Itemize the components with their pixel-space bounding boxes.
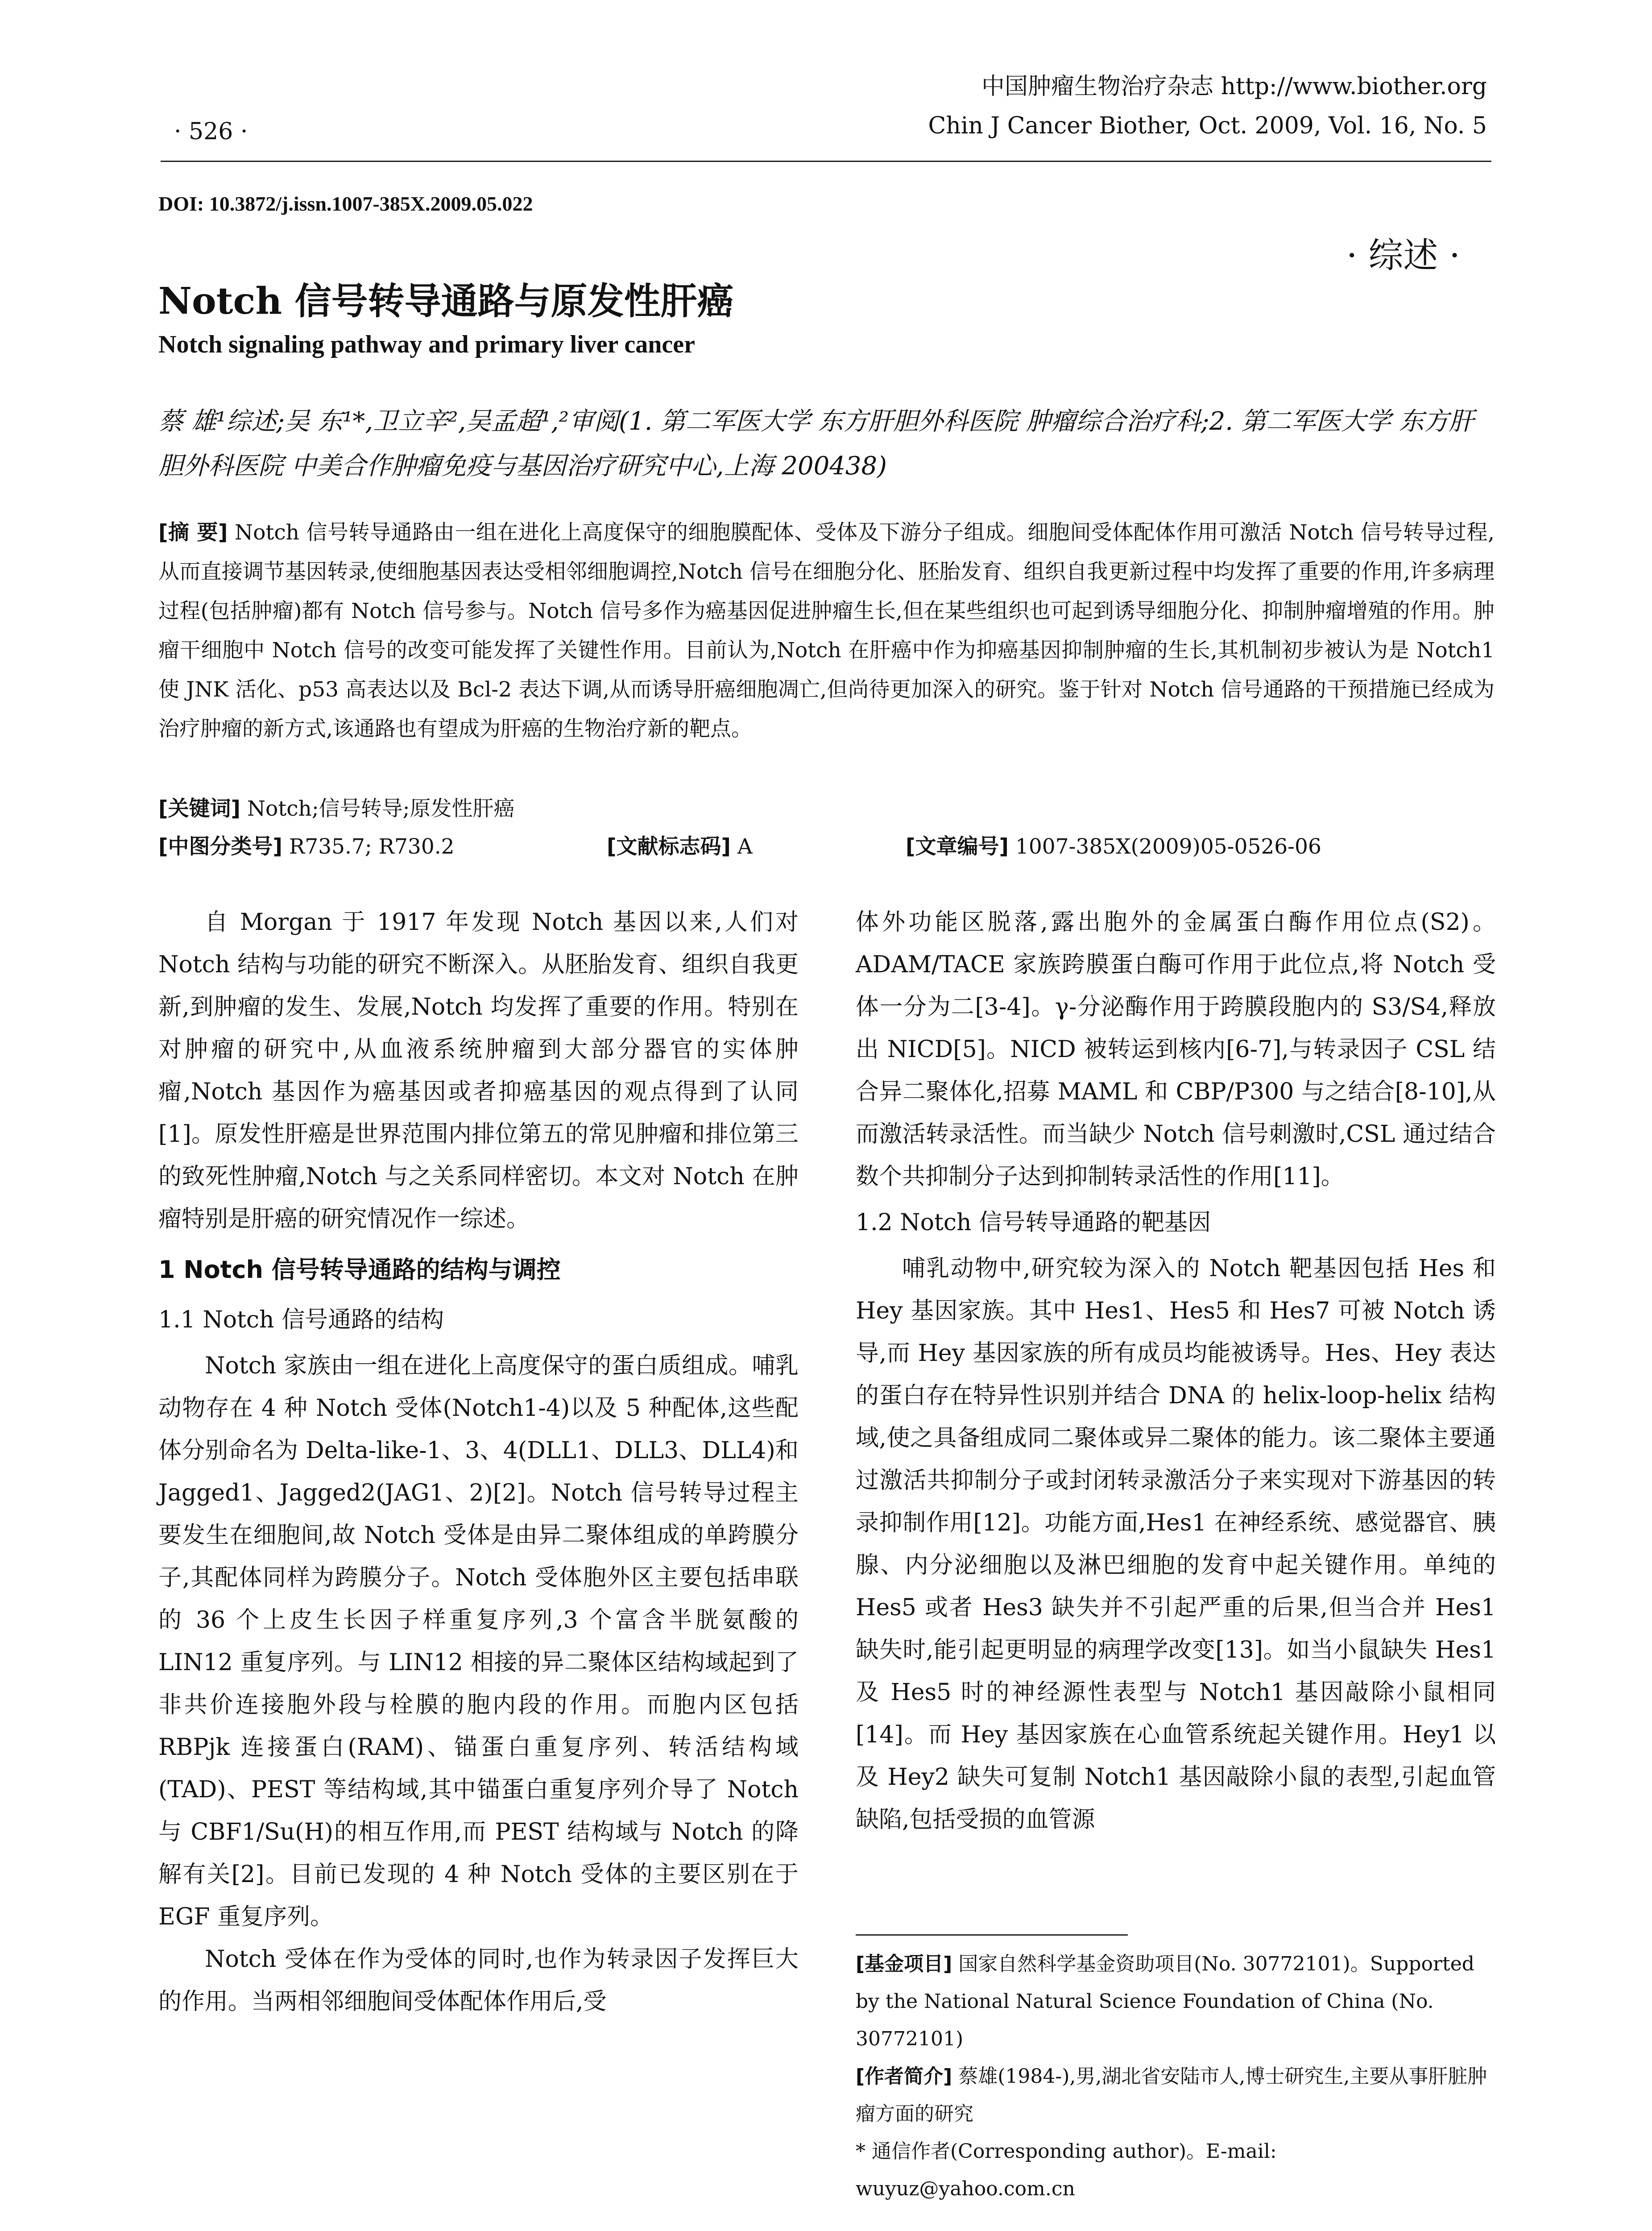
abstract-label: [摘 要] <box>158 520 228 545</box>
author-footnote <box>856 2058 1496 2133</box>
authors: 蔡 雄¹综述;吴 东¹*,卫立辛²,吴孟超¹,²审阅(1. 第二军医大学 东方肝胆外科医院 肿瘤综合治疗科;2. 第二军医大学 东方肝胆外科医院 中美合作肿瘤免疫与基因治疗研究中心,上海 200438) <box>158 407 1474 481</box>
abstract-text: Notch 信号转导通路由一组在进化上高度保守的细胞膜配体、受体及下游分子组成。细胞间受体配体作用可激活 Notch 信号转导过程,从而直接调节基因转录,使细胞基因表达受相邻细胞调控,Notch 信号在细胞分化、胚胎发育、组织自我更新过程中均发挥了重要的作用,许多病理过程(包括肿瘤)都有 Notch 信号参与。Notch 信号多作为癌基因促进肿瘤生长,但在某些组织也可起到诱导细胞分化、抑制肿瘤增殖的作用。肿瘤干细胞中 Notch 信号的改变可能发挥了关键性作用。目前认为,Notch 在肝癌中作为抑癌基因抑制肿瘤的生长,其机制初步被认为是 Notch1 使 JNK 活化、p53 高表达以及 Bcl-2 表达下调,从而诱导肝癌细胞凋亡,但尚待更加深入的研究。鉴于针对 Notch 信号通路的干预措施已经成为治疗肿瘤的新方式,该通路也有望成为肝癌的生物治疗新的靶点。 <box>158 520 1495 741</box>
article-label: [文章编号] <box>906 834 1009 859</box>
keywords <box>158 792 515 822</box>
body-left-column <box>158 901 799 2023</box>
corresponding-footnote: * 通信作者(Corresponding author)。E-mail: wuyuz@yahoo.com.cn <box>856 2140 1277 2200</box>
section-1-2-heading: 1.2 Notch 信号转导通路的靶基因 <box>856 1209 1211 1236</box>
intro-paragraph: 自 Morgan 于 1917 年发现 Notch 基因以来,人们对 Notch 结构与功能的研究不断深入。从胚胎发育、组织自我更新,到肿瘤的发生、发展,Notch 均发挥了重要的作用。特别在对肿瘤的研究中,从血液系统肿瘤到大部分器官的实体肿瘤,Notch 基因作为癌基因或者抑癌基因的观点得到了认同[1]。原发性肝癌是世界范围内排位第五的常见肿瘤和排位第三的致死性肿瘤,Notch 与之关系同样密切。本文对 Notch 在肿瘤特别是肝癌的研究情况作一综述。 <box>158 909 799 1232</box>
header-rule <box>161 161 1491 162</box>
section-tag: · 综述 · <box>1346 236 1460 276</box>
section-1-heading: 1 Notch 信号转导通路的结构与调控 <box>158 1256 561 1284</box>
section-1-1-heading: 1.1 Notch 信号通路的结构 <box>158 1306 444 1333</box>
title-en: Notch signaling pathway and primary liver cancer <box>158 331 695 358</box>
journal-header <box>928 67 1487 145</box>
clc-label: [中图分类号] <box>158 834 282 859</box>
abstract <box>158 513 1495 749</box>
body-right-column <box>856 901 1496 1841</box>
doi: DOI: 10.3872/j.issn.1007-385X.2009.05.022 <box>158 192 533 215</box>
author-text: 蔡雄(1984-),男,湖北省安陆市人,博士研究生,主要从事肝脏肿瘤方面的研究 <box>856 2065 1487 2125</box>
doc-value: A <box>737 834 753 859</box>
clc-value: R735.7; R730.2 <box>289 834 455 859</box>
fund-text: 国家自然科学基金资助项目(No. 30772101)。Supported by the National Natural Science Foundation of China (No. 30772101) <box>856 1953 1474 2050</box>
page-number: · 526 · <box>174 118 248 145</box>
fund-label: [基金项目] <box>856 1953 952 1975</box>
paragraph: Notch 家族由一组在进化上高度保守的蛋白质组成。哺乳动物存在 4 种 Notch 受体(Notch1-4)以及 5 种配体,这些配体分别命名为 Delta-like-1、3、4(DLL1、DLL3、DLL4)和 Jagged1、Jagged2(JAG1、2)[2]。Notch 信号转导过程主要发生在细胞间,故 Notch 受体是由异二聚体组成的单跨膜分子,其配体同样为跨膜分子。Notch 受体胞外区主要包括串联的 36 个上皮生长因子样重复序列,3 个富含半胱氨酸的 LIN12 重复序列。与 LIN12 相接的异二聚体区结构域起到了非共价连接胞外段与栓膜的胞内段的作用。而胞内区包括 RBPjk 连接蛋白(RAM)、锚蛋白重复序列、转活结构域(TAD)、PEST 等结构域,其中锚蛋白重复序列介导了 Notch 与 CBF1/Su(H)的相互作用,而 PEST 结构域与 Notch 的降解有关[2]。目前已发现的 4 种 Notch 受体的主要区别在于 EGF 重复序列。 <box>158 1352 799 1930</box>
journal-title-cn: 中国肿瘤生物治疗杂志 http://www.biother.org <box>981 73 1487 100</box>
article-number <box>906 830 1321 860</box>
paragraph: 哺乳动物中,研究较为深入的 Notch 靶基因包括 Hes 和 Hey 基因家族。其中 Hes1、Hes5 和 Hes7 可被 Notch 诱导,而 Hey 基因家族的所有成员均能被诱导。Hes、Hey 表达的蛋白存在特异性识别并结合 DNA 的 helix-loop-helix 结构域,使之具备组成同二聚体或异二聚体的能力。该二聚体主要通过激活共抑制分子或封闭转录激活分子来实现对下游基因的转录抑制作用[12]。功能方面,Hes1 在神经系统、感觉器官、胰腺、内分泌细胞以及淋巴细胞的发育中起关键作用。单纯的 Hes5 或者 Hes3 缺失并不引起严重的后果,但当合并 Hes1 缺失时,能引起更明显的病理学改变[13]。如当小鼠缺失 Hes1 及 Hes5 时的神经源性表型与 Notch1 基因敲除小鼠相同[14]。而 Hey 基因家族在心血管系统起关键作用。Hey1 以及 Hey2 缺失可复制 Notch1 基因敲除小鼠的表型,引起血管缺陷,包括受损的血管源 <box>856 1255 1496 1833</box>
title-cn: Notch 信号转导通路与原发性肝癌 <box>158 280 734 323</box>
article-value: 1007-385X(2009)05-0526-06 <box>1015 834 1321 859</box>
clc-number <box>158 830 455 860</box>
fund-footnote <box>856 1945 1496 2058</box>
doc-label: [文献标志码] <box>607 834 731 859</box>
footnote-rule <box>856 1934 1128 1936</box>
journal-title-en: Chin J Cancer Biother, Oct. 2009, Vol. 16, No. 5 <box>928 112 1487 139</box>
doc-code <box>607 830 753 860</box>
keywords-label: [关键词] <box>158 796 240 821</box>
keywords-text: Notch;信号转导;原发性肝癌 <box>247 796 515 821</box>
paragraph: 体外功能区脱落,露出胞外的金属蛋白酶作用位点(S2)。ADAM/TACE 家族跨膜蛋白酶可作用于此位点,将 Notch 受体一分为二[3-4]。γ-分泌酶作用于跨膜段胞内的 S3/S4,释放出 NICD[5]。NICD 被转运到核内[6-7],与转录因子 CSL 结合异二聚体化,招募 MAML 和 CBP/P300 与之结合[8-10],从而激活转录活性。而当缺少 Notch 信号刺激时,CSL 通过结合数个共抑制分子达到抑制转录活性的作用[11]。 <box>856 909 1496 1190</box>
author-label: [作者简介] <box>856 2065 952 2088</box>
paragraph: Notch 受体在作为受体的同时,也作为转录因子发挥巨大的作用。当两相邻细胞间受体配体作用后,受 <box>158 1946 799 2015</box>
footnotes <box>856 1945 1496 2208</box>
